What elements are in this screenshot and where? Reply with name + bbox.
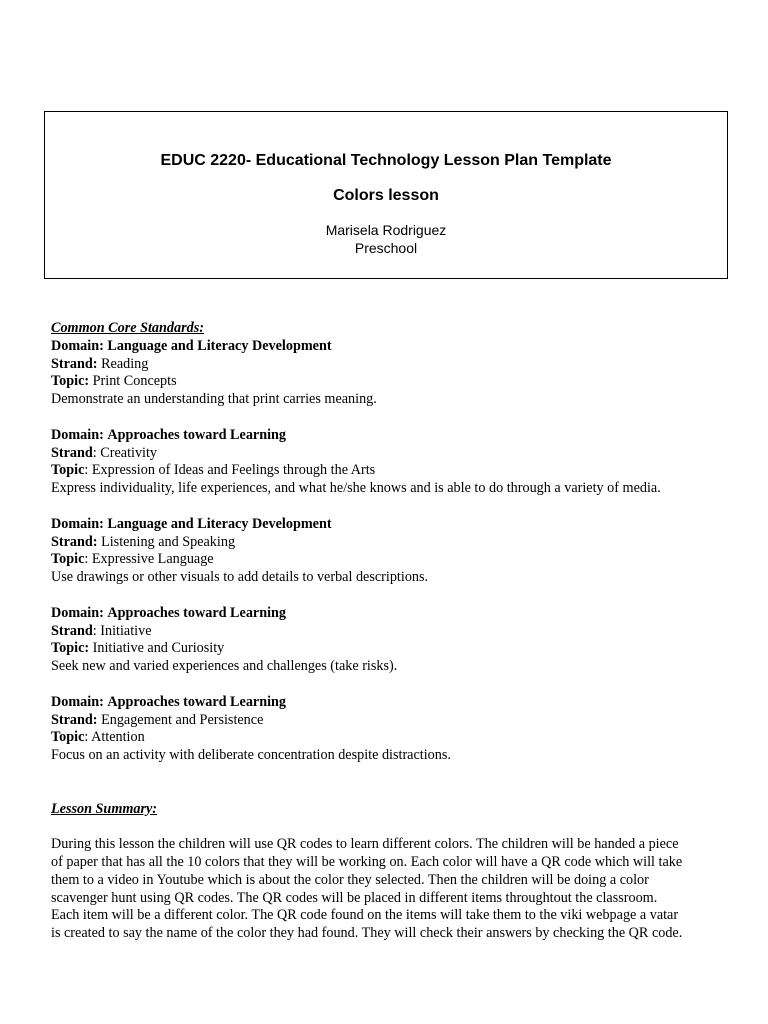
strand-label: Strand (51, 444, 93, 461)
standards-heading: Common Core Standards: (51, 320, 204, 336)
standard-text: Focus on an activity with deliberate concentration despite distractions. (51, 747, 451, 764)
strand-value: Reading (97, 355, 149, 372)
summary-paragraph (51, 836, 731, 943)
summary-line: is created to say the name of the color they had found. They will check their answers by checking the QR code. (51, 925, 683, 942)
topic-value: : Attention (84, 729, 145, 746)
lesson-header-box (44, 111, 728, 279)
domain-line (51, 605, 731, 623)
lesson-title: Colors lesson (333, 187, 439, 204)
topic-value: Print Concepts (89, 373, 177, 390)
strand-line (51, 623, 731, 641)
topic-line (51, 640, 731, 658)
domain-value: Approaches toward Learning (107, 604, 287, 621)
summary-line: of paper that has all the 10 colors that they will be working on. Each color will have a QR code which will take (51, 853, 683, 870)
topic-line (51, 373, 731, 391)
strand-line (51, 534, 731, 552)
strand-line (51, 445, 731, 463)
standard-block (51, 338, 731, 409)
standard-block (51, 694, 731, 765)
standard-text: Seek new and varied experiences and challenges (take risks). (51, 658, 398, 675)
standard-block (51, 427, 731, 498)
grade-level: Preschool (354, 240, 418, 256)
standard-text: Express individuality, life experiences, and what he/she knows and is able to do through a variety of media. (51, 480, 661, 497)
strand-line (51, 356, 731, 374)
strand-value: Engagement and Persistence (97, 711, 264, 728)
summary-line: Each item will be a different color. The QR code found on the items will take them to the viki webpage a vatar (51, 907, 679, 924)
strand-value: : Creativity (92, 444, 158, 461)
document-title: EDUC 2220- Educational Technology Lesson Plan Template (160, 152, 612, 169)
topic-label: Topic: (51, 640, 90, 657)
topic-label: Topic (51, 729, 85, 746)
topic-value: : Expression of Ideas and Feelings through the Arts (84, 462, 376, 479)
author-name: Marisela Rodriguez (325, 222, 447, 238)
domain-value: Approaches toward Learning (107, 693, 287, 710)
domain-label: Domain: (51, 693, 104, 710)
standard-text: Use drawings or other visuals to add details to verbal descriptions. (51, 569, 429, 586)
domain-label: Domain: (51, 515, 104, 532)
domain-line (51, 427, 731, 445)
domain-value: Approaches toward Learning (107, 426, 287, 443)
topic-line (51, 462, 731, 480)
domain-value: Language and Literacy Development (107, 515, 332, 532)
strand-label: Strand: (51, 711, 98, 728)
domain-label: Domain: (51, 604, 104, 621)
strand-line (51, 712, 731, 730)
domain-value: Language and Literacy Development (107, 337, 332, 354)
strand-label: Strand (51, 622, 93, 639)
strand-label: Strand: (51, 533, 98, 550)
strand-value: Listening and Speaking (97, 533, 236, 550)
domain-line (51, 338, 731, 356)
topic-label: Topic: (51, 373, 90, 390)
topic-label: Topic (51, 551, 85, 568)
standard-block (51, 516, 731, 587)
domain-label: Domain: (51, 426, 104, 443)
summary-line: During this lesson the children will use QR codes to learn different colors. The children will be handed a piece (51, 836, 679, 853)
topic-label: Topic (51, 462, 85, 479)
topic-line (51, 729, 731, 747)
standard-text: Demonstrate an understanding that print carries meaning. (51, 391, 377, 408)
domain-line (51, 516, 731, 534)
topic-value: : Expressive Language (84, 551, 214, 568)
summary-line: scavenger hunt using QR codes. The QR codes will be placed in different items throughtout the classroom. (51, 889, 658, 906)
summary-line: them to a video in Youtube which is about the color they selected. Then the children will be doing a color (51, 871, 649, 888)
topic-value: Initiative and Curiosity (89, 640, 225, 657)
document-body (51, 320, 731, 943)
strand-label: Strand: (51, 355, 98, 372)
standard-block (51, 605, 731, 676)
strand-value: : Initiative (92, 622, 152, 639)
domain-line (51, 694, 731, 712)
topic-line (51, 551, 731, 569)
summary-heading: Lesson Summary: (51, 800, 158, 817)
domain-label: Domain: (51, 337, 104, 354)
